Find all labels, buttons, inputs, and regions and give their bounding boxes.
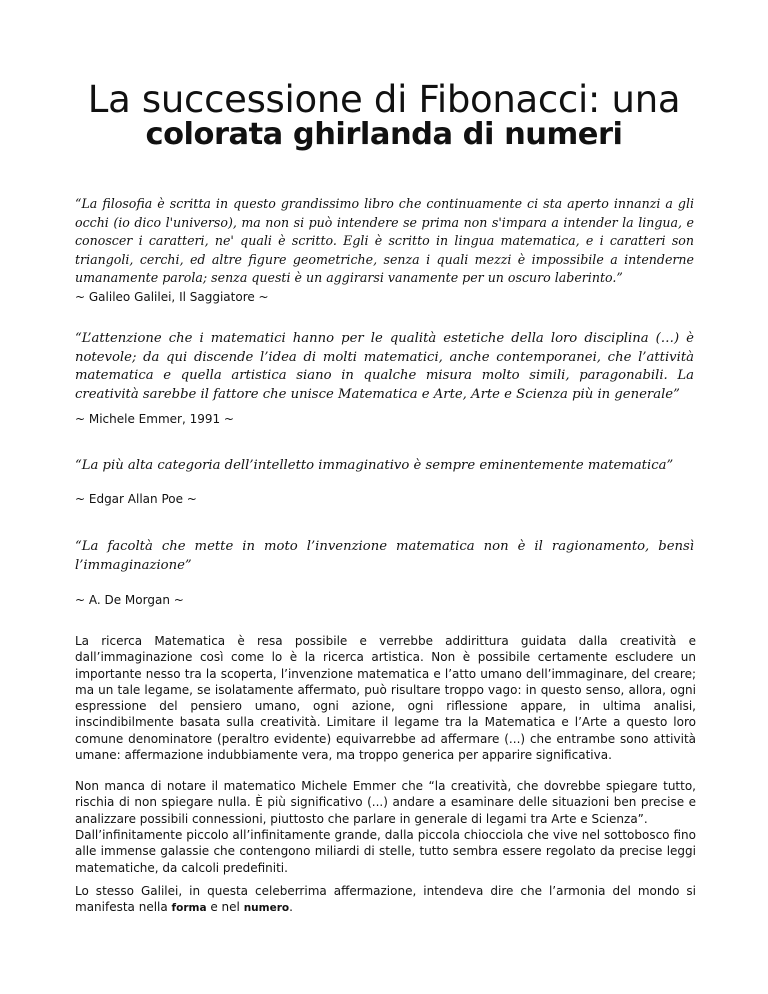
galilei-text-middle: e nel (206, 900, 244, 915)
body-paragraph-creativity: La ricerca Matematica è resa possibile e verrebbe addirittura guidata dalla creatività e dall’immaginazione così come lo è la ricerca artistica. Non è possibile certamente escludere un importante nesso tra la scoperta, l’invenzione matematica e l’atto umano dell’immaginare, del creare; ma un tale legame, se isolatamente affermato, può risultare troppo vago: in questo senso, allora, ogni espressione del pensiero umano, ogni azione, ogni riflessione appare, in ultima analisi, inscindibilmente basata sulla creatività. Limitare il legame tra la Matematica e l’Arte a questo loro comune denominatore (peraltro evidente) equivarrebbe ad affermare (...) che entrambe sono attività umane: affermazione indubbiamente vera, ma troppo generica per apparire significativa. (75, 634, 696, 763)
galilei-text-before: Lo stesso Galilei, in questa celeberrima affermazione, intendeva dire che l’armonia del mondo si manifesta nella (75, 884, 696, 915)
keyword-forma: forma (171, 902, 207, 915)
body-paragraph-scale: Dall’infinitamente piccolo all’infinitamente grande, dalla piccola chiocciola che vive nel sottobosco fino alle immense galassie che contengono miliardi di stelle, tutto sembra essere regolato da precise leggi matematiche, da calcoli predefiniti. (75, 828, 696, 875)
title-line-1: La successione di Fibonacci: una (87, 78, 681, 121)
attribution-poe: ~ Edgar Allan Poe ~ (75, 492, 197, 506)
title-line-2: colorata ghirlanda di numeri (145, 117, 623, 152)
body-paragraph-emmer: Non manca di notare il matematico Michele Emmer che “la creatività, che dovrebbe spiegare tutto, rischia di non spiegare nulla. È più significativo (...) andare a esaminare delle situazioni ben precise e analizzare possibili connessioni, piuttosto che parlare in generale di legami tra Arte e Scienza”. (75, 779, 696, 826)
quote-galilei: “La filosofia è scritta in questo grandissimo libro che continuamente ci sta aperto innanzi a gli occhi (io dico l'universo), ma non si può intendere se prima non s'impara a intender la lingua, e conoscer i caratteri, ne' quali è scritto. Egli è scritto in lingua matematica, e i caratteri son triangoli, cerchi, ed altre figure geometriche, senza i quali mezzi è impossibile a intenderne umanamente parola; senza questi è un aggirarsi vanamente per un oscuro laberinto.” (75, 196, 694, 286)
galilei-text-after: . (289, 900, 293, 915)
attribution-emmer: ~ Michele Emmer, 1991 ~ (75, 412, 234, 426)
quote-poe: “La più alta categoria dell’intelletto immaginativo è sempre eminentemente matematica” (75, 458, 674, 473)
attribution-galilei: ~ Galileo Galilei, Il Saggiatore ~ (75, 290, 269, 304)
keyword-numero: numero (243, 902, 290, 915)
quote-emmer: “L’attenzione che i matematici hanno per le qualità estetiche della loro disciplina (…) è notevole; da qui discende l’idea di molti matematici, anche contemporanei, che l’attività matematica e quella artistica siano in qualche misura molto simili, paragonabili. La creatività sarebbe il fattore che unisce Matematica e Arte, Arte e Scienza più in generale” (75, 331, 694, 403)
quote-de-morgan: “La facoltà che mette in moto l’invenzione matematica non è il ragionamento, bensì l’immaginazione” (75, 539, 694, 573)
attribution-de-morgan: ~ A. De Morgan ~ (75, 593, 184, 607)
body-paragraph-galilei (75, 883, 696, 917)
